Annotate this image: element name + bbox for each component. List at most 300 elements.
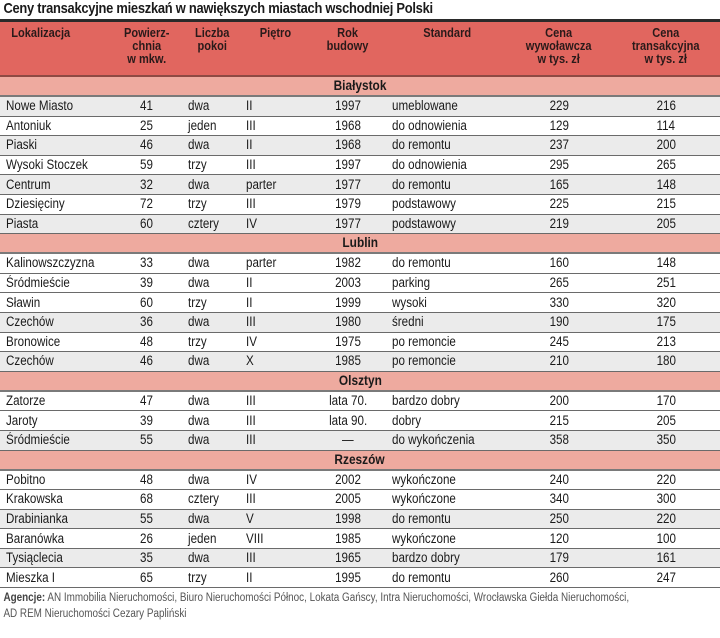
table-row: [0, 253, 720, 273]
cell-location-text: Dziesięciny: [6, 196, 65, 212]
sources-line-1: AN Immobilia Nieruchomości, Biuro Nieruchomości Północ, Lokata Gańscy, Intra Nieruchomości, Wrocławska Giełda Nieruchomości,: [47, 592, 630, 605]
cell-standard: [388, 194, 506, 214]
cell-location: [0, 194, 112, 214]
cell-asking-price-text: 160: [549, 255, 569, 271]
cell-transaction-price: [612, 273, 720, 293]
cell-standard: [388, 391, 506, 411]
cell-rooms: [182, 470, 242, 490]
cell-year: [308, 332, 388, 352]
cell-floor: [242, 470, 308, 490]
cell-rooms: [182, 529, 242, 549]
cell-rooms: [182, 430, 242, 450]
cell-transaction-price-text: 251: [656, 275, 676, 291]
cell-floor: [242, 253, 308, 273]
cell-area: [112, 155, 182, 175]
cell-asking-price: [506, 96, 612, 116]
header-transaction-price: Cena transakcyjna w tys. zł: [612, 22, 720, 76]
cell-floor: [242, 391, 308, 411]
cell-year: [308, 411, 388, 431]
cell-standard-text: do remontu: [392, 510, 451, 526]
cell-asking-price: [506, 352, 612, 372]
cell-transaction-price: [612, 352, 720, 372]
cell-location-text: Krakowska: [6, 491, 63, 507]
cell-year: [308, 293, 388, 313]
cell-asking-price: [506, 332, 612, 352]
cell-location: [0, 175, 112, 195]
cell-location-text: Czechów: [6, 353, 54, 369]
cell-asking-price: [506, 391, 612, 411]
cell-floor-text: III: [246, 314, 256, 330]
cell-rooms-text: dwa: [188, 510, 210, 526]
cell-location: [0, 352, 112, 372]
cell-standard: [388, 312, 506, 332]
cell-location-text: Drabinianka: [6, 510, 68, 526]
cell-floor-text: II: [246, 294, 253, 310]
cell-year-text: lata 70.: [328, 393, 368, 409]
cell-location-text: Sławin: [6, 294, 41, 310]
cell-transaction-price: [612, 490, 720, 510]
cell-rooms-text: dwa: [188, 471, 210, 487]
cell-floor-text: III: [246, 157, 256, 173]
cell-asking-price: [506, 411, 612, 431]
cell-standard-text: do remontu: [392, 176, 451, 192]
cell-rooms-text: trzy: [188, 157, 207, 173]
cell-transaction-price-text: 170: [656, 393, 676, 409]
cell-standard-text: po remoncie: [392, 333, 456, 349]
cell-rooms: [182, 96, 242, 116]
cell-rooms: [182, 312, 242, 332]
cell-year-text: 1977: [335, 215, 361, 231]
cell-floor: [242, 509, 308, 529]
cell-transaction-price-text: 148: [656, 176, 676, 192]
cell-area: [112, 96, 182, 116]
cell-year: [308, 509, 388, 529]
cell-rooms-text: cztery: [188, 491, 219, 507]
cell-floor-text: IV: [246, 215, 257, 231]
cell-location: [0, 253, 112, 273]
cell-transaction-price: [612, 175, 720, 195]
cell-floor: [242, 430, 308, 450]
cell-transaction-price-text: 205: [656, 215, 676, 231]
section-city: [0, 450, 720, 470]
cell-transaction-price: [612, 411, 720, 431]
cell-floor-text: V: [246, 510, 254, 526]
cell-rooms: [182, 155, 242, 175]
cell-transaction-price: [612, 332, 720, 352]
cell-asking-price-text: 295: [549, 157, 569, 173]
table-row: [0, 430, 720, 450]
table-row: [0, 214, 720, 234]
cell-transaction-price-text: 300: [656, 491, 676, 507]
table-row: [0, 470, 720, 490]
cell-asking-price-text: 260: [549, 569, 569, 585]
page-title: Ceny transakcyjne mieszkań w nawiększych miastach wschodniej Polski: [3, 0, 433, 17]
cell-standard-text: parking: [392, 275, 431, 291]
cell-asking-price-text: 240: [549, 471, 569, 487]
cell-rooms: [182, 175, 242, 195]
cell-rooms-text: dwa: [188, 393, 210, 409]
table-row: [0, 96, 720, 116]
table-row: [0, 312, 720, 332]
cell-asking-price: [506, 430, 612, 450]
cell-floor-text: II: [246, 569, 253, 585]
cell-standard-text: wysoki: [392, 294, 427, 310]
cell-rooms-text: dwa: [188, 98, 210, 114]
cell-asking-price-text: 250: [549, 510, 569, 526]
table-row: [0, 332, 720, 352]
cell-transaction-price: [612, 293, 720, 313]
cell-location: [0, 273, 112, 293]
cell-rooms-text: dwa: [188, 275, 210, 291]
cell-year: [308, 312, 388, 332]
cell-area: [112, 568, 182, 588]
cell-asking-price: [506, 490, 612, 510]
cell-rooms-text: dwa: [188, 176, 210, 192]
cell-standard: [388, 470, 506, 490]
cell-location: [0, 529, 112, 549]
cell-transaction-price-text: 114: [656, 117, 676, 133]
cell-location-text: Czechów: [6, 314, 54, 330]
cell-area-text: 33: [140, 255, 154, 271]
cell-standard-text: do remontu: [392, 255, 451, 271]
cell-asking-price-text: 219: [549, 215, 569, 231]
cell-asking-price-text: 330: [549, 294, 569, 310]
cell-area: [112, 391, 182, 411]
price-table: [0, 22, 720, 588]
cell-transaction-price: [612, 430, 720, 450]
cell-floor-text: VIII: [246, 530, 264, 546]
cell-rooms: [182, 293, 242, 313]
cell-asking-price: [506, 155, 612, 175]
cell-standard: [388, 214, 506, 234]
cell-asking-price: [506, 194, 612, 214]
cell-rooms: [182, 411, 242, 431]
cell-transaction-price: [612, 312, 720, 332]
cell-floor: [242, 529, 308, 549]
cell-transaction-price: [612, 96, 720, 116]
cell-year-text: —: [342, 432, 354, 448]
cell-year-text: 1980: [335, 314, 361, 330]
table-row: [0, 273, 720, 293]
cell-area: [112, 312, 182, 332]
section-header-row: [0, 234, 720, 254]
cell-transaction-price-text: 180: [656, 353, 676, 369]
cell-year-text: 2005: [335, 491, 361, 507]
cell-location-text: Centrum: [6, 176, 51, 192]
cell-area: [112, 430, 182, 450]
cell-floor: [242, 332, 308, 352]
cell-rooms-text: cztery: [188, 215, 219, 231]
cell-asking-price-text: 265: [549, 275, 569, 291]
cell-standard: [388, 273, 506, 293]
cell-location-text: Pobitno: [6, 471, 46, 487]
cell-transaction-price-text: 213: [656, 333, 676, 349]
sources-line-2: AD REM Nieruchomości Cezary Papliński: [3, 608, 187, 621]
cell-area-text: 25: [140, 117, 154, 133]
table-row: [0, 529, 720, 549]
cell-area: [112, 529, 182, 549]
cell-standard-text: średni: [392, 314, 424, 330]
cell-asking-price-text: 229: [549, 98, 569, 114]
cell-transaction-price-text: 205: [656, 412, 676, 428]
cell-rooms: [182, 490, 242, 510]
cell-location: [0, 136, 112, 156]
cell-transaction-price: [612, 214, 720, 234]
cell-asking-price-text: 190: [549, 314, 569, 330]
cell-rooms: [182, 194, 242, 214]
cell-floor-text: III: [246, 432, 256, 448]
cell-location-text: Śródmieście: [6, 275, 70, 291]
cell-area-text: 55: [140, 510, 154, 526]
cell-area-text: 59: [140, 157, 154, 173]
cell-transaction-price-text: 215: [656, 196, 676, 212]
cell-area-text: 55: [140, 432, 154, 448]
cell-asking-price: [506, 312, 612, 332]
cell-transaction-price: [612, 509, 720, 529]
cell-area-text: 48: [140, 471, 154, 487]
cell-year-text: 1998: [335, 510, 361, 526]
cell-location-text: Śródmieście: [6, 432, 70, 448]
cell-year-text: 1995: [335, 569, 361, 585]
cell-floor: [242, 490, 308, 510]
cell-floor: [242, 194, 308, 214]
cell-location-text: Piasta: [6, 215, 39, 231]
cell-asking-price: [506, 568, 612, 588]
cell-floor: [242, 568, 308, 588]
cell-transaction-price: [612, 529, 720, 549]
cell-year-text: 1965: [335, 550, 361, 566]
cell-year-text: 1997: [335, 157, 361, 173]
cell-year: [308, 568, 388, 588]
cell-floor: [242, 273, 308, 293]
section-city-label: Olsztyn: [338, 372, 382, 388]
cell-area-text: 68: [140, 491, 154, 507]
cell-standard-text: wykończone: [392, 530, 456, 546]
cell-transaction-price-text: 100: [656, 530, 676, 546]
cell-asking-price: [506, 214, 612, 234]
cell-standard-text: bardzo dobry: [392, 393, 460, 409]
cell-area: [112, 352, 182, 372]
cell-transaction-price: [612, 548, 720, 568]
cell-year-text: 1999: [335, 294, 361, 310]
cell-rooms-text: jeden: [188, 117, 217, 133]
cell-floor: [242, 136, 308, 156]
cell-asking-price-text: 245: [549, 333, 569, 349]
cell-location: [0, 155, 112, 175]
cell-standard: [388, 136, 506, 156]
cell-asking-price: [506, 509, 612, 529]
table-row: [0, 490, 720, 510]
cell-year-text: 1985: [335, 353, 361, 369]
cell-transaction-price: [612, 470, 720, 490]
cell-area: [112, 214, 182, 234]
cell-area: [112, 116, 182, 136]
cell-asking-price-text: 179: [549, 550, 569, 566]
cell-asking-price-text: 237: [549, 137, 569, 153]
cell-rooms-text: jeden: [188, 530, 217, 546]
table-row: [0, 293, 720, 313]
cell-rooms-text: trzy: [188, 294, 207, 310]
cell-standard: [388, 332, 506, 352]
cell-floor-text: IV: [246, 471, 257, 487]
cell-rooms-text: trzy: [188, 569, 207, 585]
cell-transaction-price: [612, 136, 720, 156]
cell-year: [308, 253, 388, 273]
cell-area-text: 72: [140, 196, 154, 212]
cell-year-text: 1982: [335, 255, 361, 271]
cell-standard: [388, 175, 506, 195]
header-location: Lokalizacja: [0, 22, 112, 76]
cell-location-text: Tysiąclecia: [6, 550, 63, 566]
cell-rooms: [182, 273, 242, 293]
cell-floor-text: III: [246, 117, 256, 133]
cell-area-text: 65: [140, 569, 154, 585]
cell-transaction-price-text: 175: [656, 314, 676, 330]
cell-area: [112, 136, 182, 156]
cell-transaction-price-text: 247: [656, 569, 676, 585]
cell-area-text: 60: [140, 294, 154, 310]
cell-asking-price: [506, 293, 612, 313]
cell-rooms: [182, 548, 242, 568]
section-city-label: Rzeszów: [334, 451, 386, 467]
header-area: Powierz- chnia w mkw.: [112, 22, 182, 76]
cell-standard-text: podstawowy: [392, 196, 456, 212]
cell-area: [112, 194, 182, 214]
cell-rooms-text: dwa: [188, 432, 210, 448]
cell-floor: [242, 155, 308, 175]
cell-standard-text: dobry: [392, 412, 422, 428]
cell-rooms: [182, 253, 242, 273]
cell-year: [308, 214, 388, 234]
cell-year-text: 2003: [335, 275, 361, 291]
table-row: [0, 136, 720, 156]
cell-location: [0, 411, 112, 431]
cell-floor-text: III: [246, 491, 256, 507]
cell-year: [308, 273, 388, 293]
cell-year-text: lata 90.: [328, 412, 368, 428]
cell-location: [0, 509, 112, 529]
cell-transaction-price: [612, 194, 720, 214]
cell-area-text: 26: [140, 530, 154, 546]
cell-year: [308, 175, 388, 195]
cell-rooms-text: dwa: [188, 314, 210, 330]
cell-area-text: 35: [140, 550, 154, 566]
cell-location-text: Nowe Miasto: [6, 98, 74, 114]
cell-location: [0, 470, 112, 490]
cell-year: [308, 194, 388, 214]
table-row: [0, 155, 720, 175]
cell-asking-price-text: 215: [549, 412, 569, 428]
cell-year: [308, 529, 388, 549]
cell-standard: [388, 548, 506, 568]
cell-transaction-price-text: 148: [656, 255, 676, 271]
cell-year-text: 1975: [335, 333, 361, 349]
cell-transaction-price: [612, 116, 720, 136]
cell-year: [308, 470, 388, 490]
cell-rooms: [182, 509, 242, 529]
cell-transaction-price-text: 320: [656, 294, 676, 310]
cell-rooms: [182, 352, 242, 372]
cell-asking-price: [506, 116, 612, 136]
section-city-label: Lublin: [342, 235, 378, 251]
cell-floor: [242, 116, 308, 136]
cell-transaction-price: [612, 568, 720, 588]
cell-transaction-price-text: 200: [656, 137, 676, 153]
cell-asking-price-text: 120: [549, 530, 569, 546]
cell-asking-price: [506, 548, 612, 568]
section-city-label: Białystok: [333, 78, 387, 93]
cell-transaction-price-text: 161: [656, 550, 676, 566]
header-floor: Piętro: [242, 22, 308, 76]
cell-rooms: [182, 568, 242, 588]
table-row: [0, 411, 720, 431]
cell-rooms: [182, 332, 242, 352]
table-row: [0, 194, 720, 214]
cell-year: [308, 136, 388, 156]
cell-area-text: 46: [140, 137, 154, 153]
cell-area-text: 39: [140, 412, 154, 428]
cell-standard: [388, 352, 506, 372]
cell-standard-text: podstawowy: [392, 215, 456, 231]
cell-transaction-price: [612, 253, 720, 273]
section-city: [0, 76, 720, 96]
cell-floor-text: II: [246, 137, 253, 153]
cell-location-text: Baranówka: [6, 530, 65, 546]
cell-asking-price: [506, 175, 612, 195]
cell-location-text: Jaroty: [6, 412, 38, 428]
cell-year: [308, 548, 388, 568]
header-rooms: Liczba pokoi: [182, 22, 242, 76]
cell-area: [112, 548, 182, 568]
sources-footer: [0, 588, 709, 622]
cell-year: [308, 430, 388, 450]
cell-area-text: 46: [140, 353, 154, 369]
cell-area: [112, 332, 182, 352]
cell-asking-price: [506, 253, 612, 273]
cell-year: [308, 116, 388, 136]
cell-asking-price-text: 225: [549, 196, 569, 212]
section-header-row: [0, 76, 720, 96]
cell-area-text: 60: [140, 215, 154, 231]
cell-location: [0, 568, 112, 588]
cell-asking-price-text: 129: [549, 117, 569, 133]
cell-location-text: Piaski: [6, 137, 37, 153]
cell-area-text: 36: [140, 314, 154, 330]
table-row: [0, 116, 720, 136]
cell-year-text: 1979: [335, 196, 361, 212]
cell-area: [112, 470, 182, 490]
cell-standard-text: do remontu: [392, 137, 451, 153]
cell-standard-text: wykończone: [392, 491, 456, 507]
cell-standard-text: bardzo dobry: [392, 550, 460, 566]
cell-standard: [388, 430, 506, 450]
cell-location-text: Zatorze: [6, 393, 46, 409]
cell-asking-price: [506, 136, 612, 156]
section-header-row: [0, 450, 720, 470]
cell-rooms: [182, 116, 242, 136]
cell-year-text: 1977: [335, 176, 361, 192]
header-asking-price: Cena wywoławcza w tys. zł: [506, 22, 612, 76]
cell-location: [0, 116, 112, 136]
cell-rooms: [182, 214, 242, 234]
cell-area: [112, 175, 182, 195]
cell-floor-text: III: [246, 196, 256, 212]
cell-standard: [388, 529, 506, 549]
cell-rooms-text: dwa: [188, 550, 210, 566]
section-header-row: [0, 371, 720, 391]
cell-year-text: 2002: [335, 471, 361, 487]
table-row: [0, 175, 720, 195]
